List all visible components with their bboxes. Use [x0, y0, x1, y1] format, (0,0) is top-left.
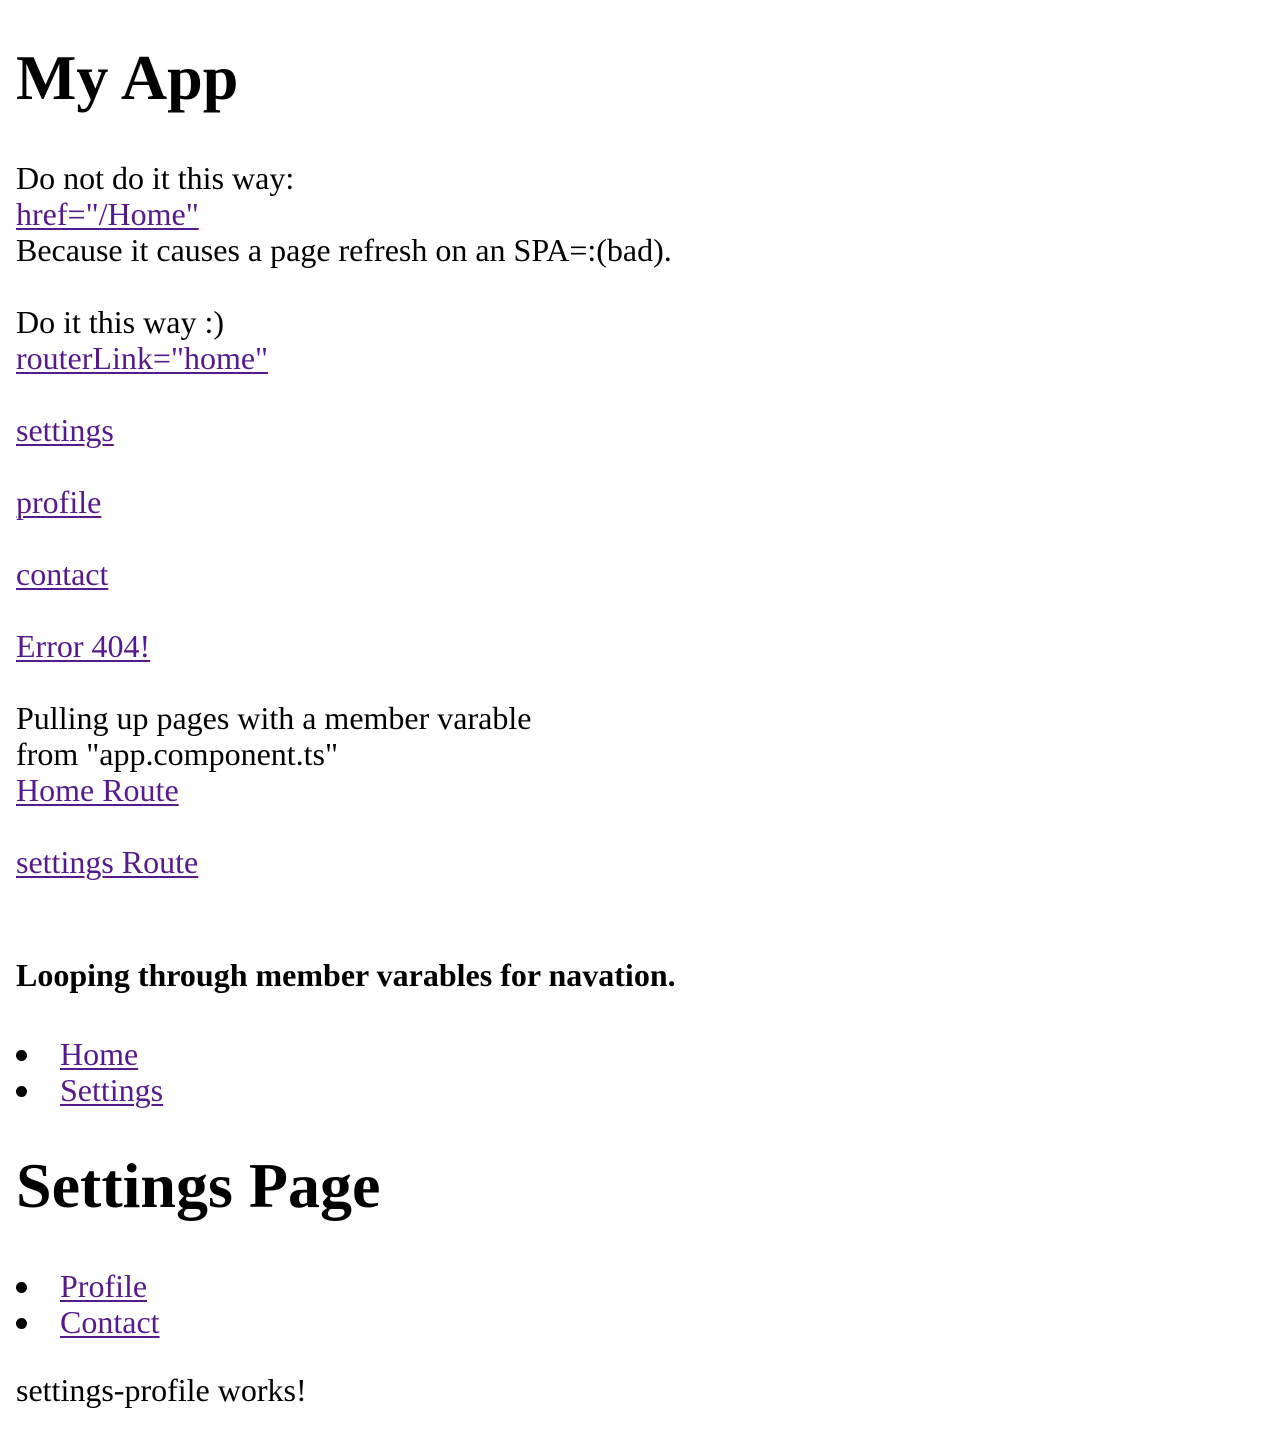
list-item: [16, 1072, 163, 1108]
loop-settings-link[interactable]: Settings: [60, 1072, 164, 1108]
dont-text: Do not do it this way:: [16, 160, 295, 196]
list-item: [16, 1036, 163, 1072]
error-404-link[interactable]: Error 404!: [16, 628, 151, 664]
list-item: [16, 1304, 160, 1340]
loop-heading: Looping through member varables for navation.: [16, 957, 676, 993]
settings-nav-list: [16, 1268, 160, 1340]
list-item: [16, 1268, 160, 1304]
loop-nav-list: [16, 1036, 163, 1108]
settings-link[interactable]: settings: [16, 412, 114, 448]
settings-route-link[interactable]: settings Route: [16, 844, 199, 880]
settings-profile-link[interactable]: Profile: [60, 1268, 148, 1304]
do-text: Do it this way :): [16, 304, 224, 340]
member-text-line1: Pulling up pages with a member varable: [16, 700, 532, 736]
settings-page-title: Settings Page: [16, 1150, 381, 1221]
contact-link[interactable]: contact: [16, 556, 109, 592]
href-home-link[interactable]: href="/Home": [16, 196, 199, 232]
settings-profile-status: settings-profile works!: [16, 1372, 307, 1408]
settings-contact-link[interactable]: Contact: [60, 1304, 160, 1340]
because-text: Because it causes a page refresh on an SPA=:(bad).: [16, 232, 672, 268]
app-title: My App: [16, 42, 239, 113]
member-text-line2: from "app.component.ts": [16, 736, 339, 772]
routerlink-home-link[interactable]: routerLink="home": [16, 340, 269, 376]
home-route-link[interactable]: Home Route: [16, 772, 179, 808]
profile-link[interactable]: profile: [16, 484, 102, 520]
loop-home-link[interactable]: Home: [60, 1036, 139, 1072]
